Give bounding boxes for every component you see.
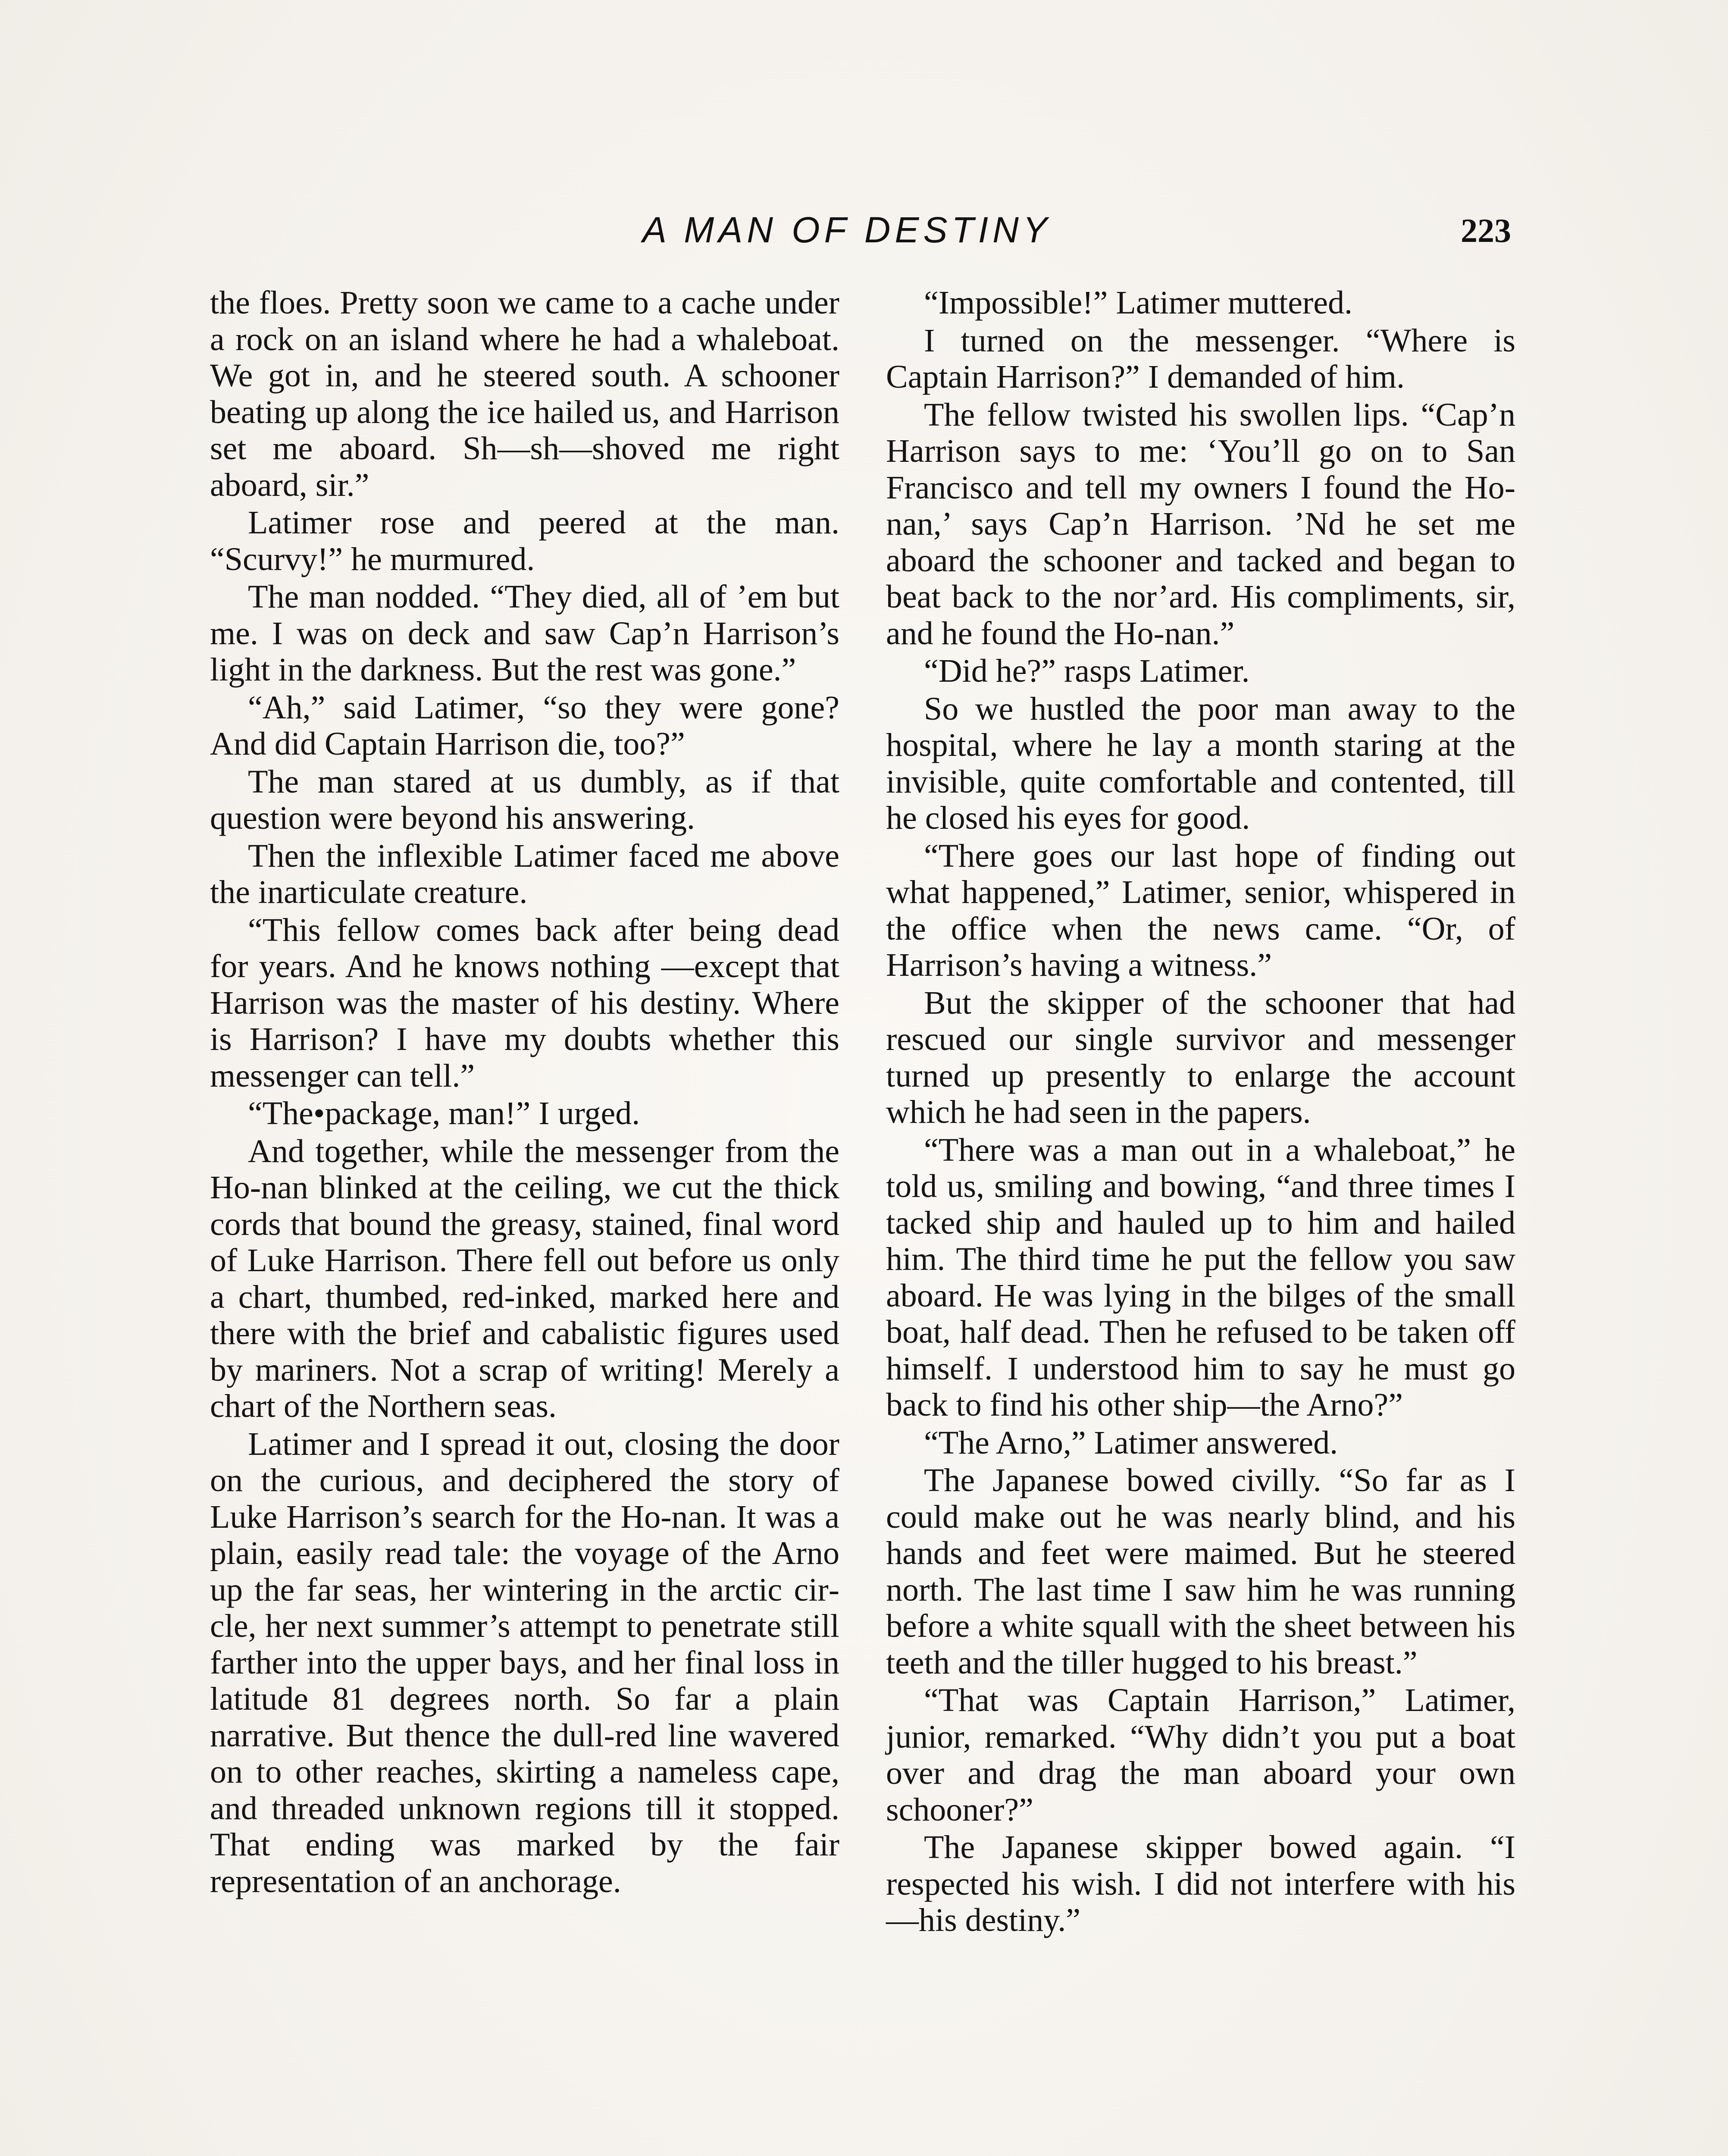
paragraph: “There goes our last hope of finding out what happened,” Latimer, senior, whispered in the office when the news came. “Or, of Harrison’s having a witness.” <box>886 837 1515 983</box>
paragraph: But the skipper of the schooner that had rescued our single survivor and messenger turned up presently to enlarge the account which he had seen in the papers. <box>886 984 1515 1130</box>
paragraph: “The Arno,” Latimer answered. <box>924 1424 1338 1461</box>
paragraph: “Did he?” rasps Latimer. <box>924 653 1250 689</box>
paragraph: And together, while the messenger from the Ho-nan blinked at the ceiling, we cut the thick cords that bound the greasy, stained, final word of Luke Harrison. There fell out before us only a chart, thumbed, red-inked, marked here and there with the brief and cabalistic figures used by mariners. Not a scrap of writing! Merely a chart of the Northern seas. <box>210 1133 839 1424</box>
paragraph: The man nodded. “They died, all of ’em but me. I was on deck and saw Cap’n Harrison’s light in the darkness. But the rest was gone.” <box>210 579 839 688</box>
paragraph: “Ah,” said Latimer, “so they were gone? And did Captain Harrison die, too?” <box>210 689 839 762</box>
paragraph: “The•package, man!” I urged. <box>248 1095 640 1131</box>
paragraph: “There was a man out in a whaleboat,” he told us, smiling and bowing, “and three times I tacked ship and hauled up to him and hailed him. The third time he put the fellow you saw aboard. He was lying in the bilges of the small boat, half dead. Then he refused to be taken off himself. I understood him to say he must go back to find his other ship—the Arno?” <box>886 1131 1515 1423</box>
paragraph: The fellow twisted his swollen lips. “Cap’n Harrison says to me: ‘You’ll go on to San Francisco and tell my owners I found the Ho-nan,’ says Cap’n Harrison. ’Nd he set me aboard the schooner and tacked and began to beat back to the nor’ard. His compliments, sir, and he found the Ho-nan.” <box>886 396 1515 652</box>
paragraph: The Japanese bowed civilly. “So far as I could make out he was nearly blind, and his hands and feet were maimed. But he steered north. The last time I saw him he was running before a white squall with the sheet between his teeth and the tiller hugged to his breast.” <box>886 1462 1515 1681</box>
paragraph: The Japanese skipper bowed again. “I respected his wish. I did not interfere with his—his destiny.” <box>886 1829 1515 1938</box>
paragraph: I turned on the messenger. “Where is Captain Harrison?” I demanded of him. <box>886 322 1515 395</box>
running-title: A MAN OF DESTINY <box>642 210 1052 250</box>
paragraph: Latimer and I spread it out, closing the door on the curious, and deciphered the story of Luke Harrison’s search for the Ho-nan. It was a plain, easily read tale: the voyage of the Arno up the far seas, her wintering in the arctic circle, her next summer’s attempt to penetrate still farther into the upper bays, and her final loss in latitude 81 degrees north. So far a plain narrative. But thence the dull-red line wavered on to other reaches, skirting a nameless cape, and threaded unknown regions till it stopped. That ending was marked by the fair representation of an anchorage. <box>210 1426 839 1899</box>
paragraph: “Impossible!” Latimer muttered. <box>924 285 1352 321</box>
paragraph: “That was Captain Harrison,” Latimer, junior, remarked. “Why didn’t you put a boat over and drag the man aboard your own schooner?” <box>886 1682 1515 1828</box>
left-column <box>210 285 839 1901</box>
paragraph: “This fellow comes back after being dead for years. And he knows nothing —except that Harrison was the master of his destiny. Where is Harrison? I have my doubts whether this messenger can tell.” <box>210 912 839 1094</box>
paragraph: the floes. Pretty soon we came to a cache under a rock on an island where he had a whaleboat. We got in, and he steered south. A schooner beating up along the ice hailed us, and Harrison set me aboard. Sh—sh—shoved me right aboard, sir.” <box>210 285 839 503</box>
paragraph: So we hustled the poor man away to the hospital, where he lay a month staring at the invisible, quite comfortable and contented, till he closed his eyes for good. <box>886 690 1515 836</box>
paragraph: Latimer rose and peered at the man. “Scurvy!” he murmured. <box>210 505 839 577</box>
page-number: 223 <box>1461 212 1511 249</box>
right-column <box>886 285 1515 1940</box>
paragraph: The man stared at us dumbly, as if that question were beyond his answering. <box>210 763 839 836</box>
paragraph: Then the inflexible Latimer faced me above the inarticulate creature. <box>210 837 839 910</box>
